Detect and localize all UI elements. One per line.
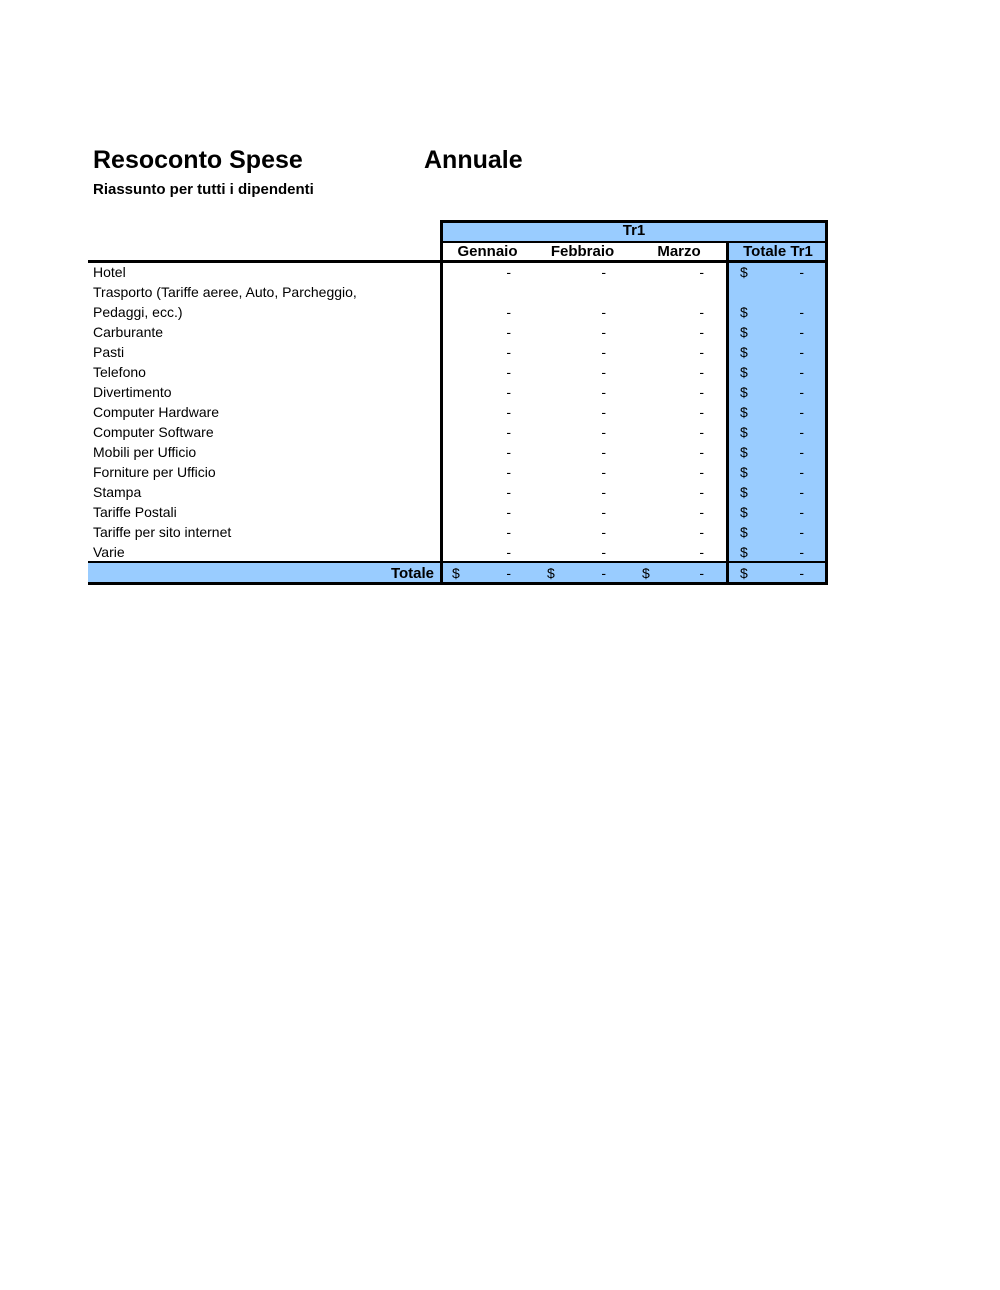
cell-gennaio: - <box>506 424 511 440</box>
cell-value: - <box>601 565 606 581</box>
currency-symbol: $ <box>740 504 748 520</box>
table-row <box>88 482 828 502</box>
cell-value: - <box>799 324 804 340</box>
cell-gennaio: - <box>506 304 511 320</box>
table-row <box>88 402 828 422</box>
cell-febbraio: - <box>601 464 606 480</box>
cell-marzo: - <box>699 304 704 320</box>
total-cell-totale-tr1 <box>728 562 828 585</box>
currency-symbol: $ <box>740 264 748 280</box>
cell-value: - <box>699 565 704 581</box>
currency-symbol: $ <box>740 565 748 581</box>
column-header-marzo: Marzo <box>657 243 701 260</box>
cell-value: - <box>799 464 804 480</box>
cell-marzo: - <box>699 424 704 440</box>
cell-febbraio: - <box>601 444 606 460</box>
row-label: Carburante <box>93 324 164 340</box>
row-label: Stampa <box>93 484 142 500</box>
row-label: Computer Software <box>93 424 214 440</box>
cell-totale-tr1 <box>728 442 828 462</box>
cell-febbraio: - <box>601 344 606 360</box>
cell-marzo: - <box>699 264 704 280</box>
cell-febbraio: - <box>601 424 606 440</box>
cell-marzo: - <box>699 324 704 340</box>
row-label <box>88 282 440 322</box>
currency-symbol: $ <box>452 565 460 581</box>
expense-table <box>88 220 828 585</box>
row-label: Pasti <box>93 344 125 360</box>
column-header-gennaio: Gennaio <box>457 243 518 260</box>
cell-febbraio: - <box>601 384 606 400</box>
currency-symbol: $ <box>740 324 748 340</box>
column-header-febbraio: Febbraio <box>550 243 615 260</box>
table-row <box>88 542 828 562</box>
cell-totale-tr1 <box>728 422 828 442</box>
spacer-cell <box>88 242 440 262</box>
cell-marzo: - <box>699 444 704 460</box>
currency-symbol: $ <box>642 565 650 581</box>
cell-gennaio: - <box>506 404 511 420</box>
row-label-line2: Pedaggi, ecc.) <box>93 304 183 320</box>
table-row <box>88 462 828 482</box>
cell-gennaio: - <box>506 464 511 480</box>
currency-symbol: $ <box>740 384 748 400</box>
cell-febbraio: - <box>601 404 606 420</box>
cell-totale-tr1 <box>728 502 828 522</box>
cell-totale-tr1 <box>728 342 828 362</box>
cell-gennaio: - <box>506 524 511 540</box>
total-row-label: Totale <box>390 565 434 582</box>
row-label: Divertimento <box>93 384 172 400</box>
currency-symbol: $ <box>740 464 748 480</box>
currency-symbol: $ <box>740 304 748 320</box>
cell-value: - <box>799 544 804 560</box>
cell-value: - <box>799 344 804 360</box>
cell-febbraio: - <box>601 264 606 280</box>
page-title-secondary: Annuale <box>424 146 523 174</box>
cell-gennaio: - <box>506 544 511 560</box>
cell-value: - <box>799 444 804 460</box>
quarter-header-row <box>88 220 828 242</box>
table-row <box>88 342 828 362</box>
cell-value: - <box>799 384 804 400</box>
cell-marzo: - <box>699 504 704 520</box>
currency-symbol: $ <box>740 404 748 420</box>
cell-gennaio: - <box>506 384 511 400</box>
currency-symbol: $ <box>740 524 748 540</box>
currency-symbol: $ <box>740 444 748 460</box>
row-label: Forniture per Ufficio <box>93 464 216 480</box>
cell-value: - <box>799 264 804 280</box>
table-row <box>88 322 828 342</box>
cell-totale-tr1 <box>728 282 828 322</box>
cell-totale-tr1 <box>728 262 828 282</box>
column-header-row <box>88 242 828 262</box>
cell-febbraio: - <box>601 304 606 320</box>
cell-totale-tr1 <box>728 462 828 482</box>
cell-marzo: - <box>699 464 704 480</box>
cell-totale-tr1 <box>728 522 828 542</box>
cell-febbraio: - <box>601 524 606 540</box>
table-row <box>88 362 828 382</box>
cell-value: - <box>506 565 511 581</box>
row-label: Computer Hardware <box>93 404 220 420</box>
table-row <box>88 382 828 402</box>
cell-marzo: - <box>699 544 704 560</box>
cell-totale-tr1 <box>728 402 828 422</box>
row-label: Mobili per Ufficio <box>93 444 197 460</box>
cell-value: - <box>799 565 804 581</box>
cell-totale-tr1 <box>728 382 828 402</box>
cell-value: - <box>799 404 804 420</box>
cell-marzo: - <box>699 404 704 420</box>
row-label: Tariffe per sito internet <box>93 524 232 540</box>
row-label: Varie <box>93 544 125 560</box>
cell-totale-tr1 <box>728 362 828 382</box>
cell-gennaio: - <box>506 264 511 280</box>
cell-gennaio: - <box>506 344 511 360</box>
table-row <box>88 442 828 462</box>
cell-gennaio: - <box>506 364 511 380</box>
cell-marzo: - <box>699 344 704 360</box>
currency-symbol: $ <box>740 364 748 380</box>
row-label: Tariffe Postali <box>93 504 177 520</box>
table-row <box>88 422 828 442</box>
cell-febbraio: - <box>601 364 606 380</box>
cell-value: - <box>799 424 804 440</box>
cell-value: - <box>799 524 804 540</box>
total-cell-gennaio <box>440 562 535 585</box>
quarter-header-cell: Tr1 <box>440 220 828 242</box>
cell-marzo: - <box>699 484 704 500</box>
cell-febbraio: - <box>601 544 606 560</box>
total-cell-marzo <box>630 562 728 585</box>
page-title: Resoconto Spese <box>93 146 303 174</box>
cell-febbraio: - <box>601 484 606 500</box>
cell-gennaio: - <box>506 444 511 460</box>
cell-febbraio: - <box>601 504 606 520</box>
cell-value: - <box>799 484 804 500</box>
total-row <box>88 562 828 585</box>
cell-value: - <box>799 504 804 520</box>
table-row <box>88 262 828 282</box>
cell-value: - <box>799 304 804 320</box>
table-row <box>88 502 828 522</box>
spacer-cell <box>88 220 440 242</box>
currency-symbol: $ <box>740 544 748 560</box>
currency-symbol: $ <box>547 565 555 581</box>
currency-symbol: $ <box>740 424 748 440</box>
row-label: Telefono <box>93 364 146 380</box>
cell-marzo: - <box>699 364 704 380</box>
currency-symbol: $ <box>740 484 748 500</box>
column-header-totale-tr1: Totale Tr1 <box>728 242 828 262</box>
cell-febbraio: - <box>601 324 606 340</box>
cell-gennaio: - <box>506 484 511 500</box>
row-label-line1: Trasporto (Tariffe aeree, Auto, Parcheggio, <box>93 284 357 300</box>
table-row <box>88 522 828 542</box>
cell-totale-tr1 <box>728 322 828 342</box>
cell-value: - <box>799 364 804 380</box>
cell-marzo: - <box>699 384 704 400</box>
page-subtitle: Riassunto per tutti i dipendenti <box>93 181 314 198</box>
currency-symbol: $ <box>740 344 748 360</box>
total-cell-febbraio <box>535 562 630 585</box>
cell-gennaio: - <box>506 504 511 520</box>
cell-totale-tr1 <box>728 542 828 562</box>
cell-gennaio: - <box>506 324 511 340</box>
row-label: Hotel <box>93 264 126 280</box>
cell-marzo: - <box>699 524 704 540</box>
table-row <box>88 282 828 322</box>
cell-totale-tr1 <box>728 482 828 502</box>
